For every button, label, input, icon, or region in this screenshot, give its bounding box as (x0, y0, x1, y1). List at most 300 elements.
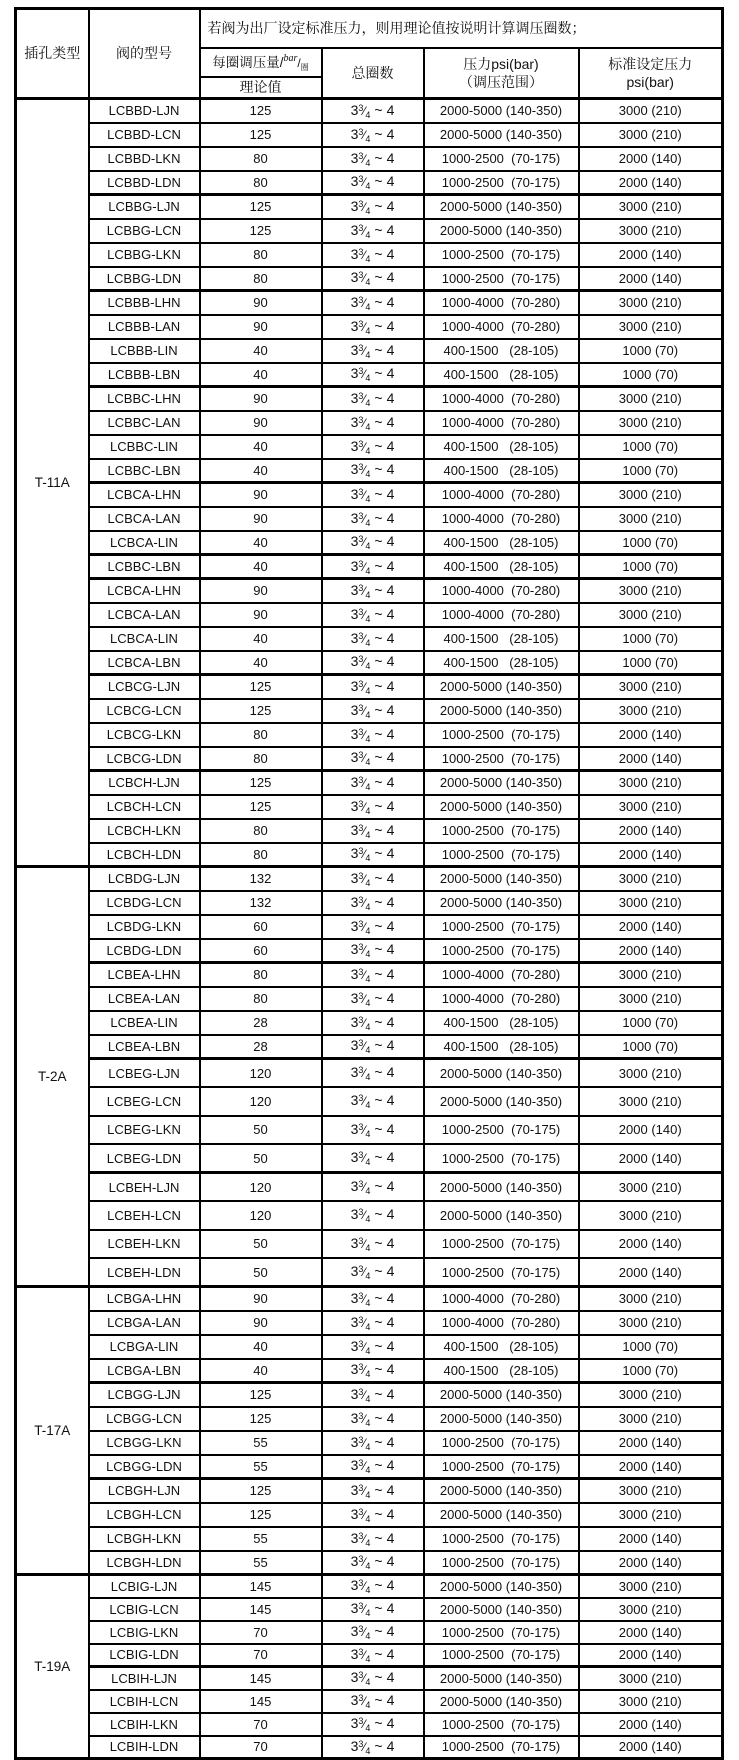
model-cell: LCBBD-LDN (89, 171, 200, 195)
turns-num: 3 (358, 1554, 364, 1565)
theory-cell: 132 (200, 867, 322, 891)
turns-sep: ~ (374, 1457, 383, 1474)
turns-den: 4 (365, 157, 371, 168)
turns-num: 3 (358, 702, 364, 713)
turns-num: 3 (358, 558, 364, 569)
std-pressure-cell: 3000 (210) (579, 579, 723, 603)
theory-cell: 40 (200, 339, 322, 363)
turns-num: 3 (358, 342, 364, 353)
turns-cell (322, 771, 424, 795)
range-cell: 2000-5000 (140-350) (424, 771, 579, 795)
range-cell: 1000-2500 (70-175) (424, 1455, 579, 1479)
turns-max: 4 (386, 821, 395, 838)
std-pressure-cell: 2000 (140) (579, 147, 723, 171)
turns-slash: ⁄ (363, 367, 366, 382)
theory-cell: 90 (200, 411, 322, 435)
turns-cell (322, 1667, 424, 1690)
turns-cell (322, 435, 424, 459)
table-row (16, 651, 723, 675)
turns-whole: 3 (350, 1064, 359, 1080)
turns-max: 4 (386, 1013, 395, 1030)
turns-den: 4 (365, 1186, 371, 1196)
table-row (16, 1455, 723, 1479)
turns-slash: ⁄ (363, 343, 366, 358)
theory-cell: 145 (200, 1598, 322, 1621)
model-cell: LCBGH-LJN (89, 1479, 200, 1503)
turns-den: 4 (365, 949, 371, 960)
turns-slash: ⁄ (363, 1435, 366, 1450)
turns-num: 3 (358, 126, 364, 137)
turns-whole: 3 (350, 389, 359, 406)
turns-cell (322, 1287, 424, 1311)
turns-num: 3 (358, 1646, 364, 1657)
table-row (16, 315, 723, 339)
turns-max: 4 (386, 773, 395, 790)
table-row (16, 507, 723, 531)
theory-cell: 132 (200, 891, 322, 915)
turns-slash: ⁄ (363, 1555, 366, 1570)
model-cell: LCBCA-LAN (89, 507, 200, 531)
table-row (16, 1575, 723, 1598)
model-cell: LCBBD-LKN (89, 147, 200, 171)
theory-cell: 120 (200, 1059, 322, 1088)
turns-max: 4 (386, 365, 395, 382)
turns-max: 4 (386, 989, 395, 1006)
turns-max: 4 (386, 1289, 395, 1306)
theory-cell: 80 (200, 963, 322, 987)
turns-cell (322, 387, 424, 411)
turns-whole: 3 (350, 293, 359, 310)
turns-whole: 3 (350, 1234, 359, 1251)
turns-den: 4 (365, 1677, 371, 1688)
turns-cell (322, 1503, 424, 1527)
std-pressure-cell: 3000 (210) (579, 1059, 723, 1088)
turns-slash: ⁄ (363, 727, 366, 742)
table-row (16, 219, 723, 243)
table-row (16, 1335, 723, 1359)
std-pressure-cell: 3000 (210) (579, 195, 723, 219)
turns-sep: ~ (374, 1120, 383, 1137)
turns-den: 4 (365, 1271, 371, 1281)
turns-slash: ⁄ (363, 271, 366, 286)
std-pressure-cell: 1000 (70) (579, 555, 723, 579)
turns-sep: ~ (374, 509, 383, 526)
turns-sep: ~ (374, 653, 383, 670)
turns-max: 4 (386, 605, 395, 622)
turns-sep: ~ (374, 701, 383, 718)
range-cell: 400-1500 (28-105) (424, 555, 579, 579)
turns-cell (322, 483, 424, 507)
range-cell: 2000-5000 (140-350) (424, 99, 579, 123)
turns-slash: ⁄ (363, 535, 366, 550)
model-cell: LCBIG-LDN (89, 1644, 200, 1667)
cavity-type-cell: T-17A (16, 1287, 89, 1575)
turns-den: 4 (365, 685, 371, 696)
turns-whole: 3 (350, 1529, 359, 1546)
table-row (16, 867, 723, 891)
theory-cell: 90 (200, 387, 322, 411)
turns-num: 3 (358, 390, 364, 401)
turns-whole: 3 (350, 941, 359, 958)
model-cell: LCBEH-LDN (89, 1258, 200, 1287)
table-row (16, 1527, 723, 1551)
turns-whole: 3 (350, 1505, 359, 1522)
std-pressure-cell: 3000 (210) (579, 123, 723, 147)
turns-whole: 3 (350, 1037, 359, 1054)
turns-den: 4 (365, 877, 371, 888)
turns-num: 3 (358, 774, 364, 785)
turns-slash: ⁄ (363, 775, 366, 790)
turns-whole: 3 (350, 869, 359, 886)
theory-cell: 28 (200, 1011, 322, 1035)
turns-slash: ⁄ (363, 1122, 366, 1137)
theory-cell: 80 (200, 747, 322, 771)
theory-cell: 125 (200, 219, 322, 243)
std-pressure-cell: 1000 (70) (579, 627, 723, 651)
turns-sep: ~ (374, 1623, 383, 1639)
turns-cell (322, 1230, 424, 1259)
turns-slash: ⁄ (363, 1094, 366, 1109)
std-pressure-cell: 3000 (210) (579, 699, 723, 723)
turns-sep: ~ (374, 149, 383, 166)
turns-num: 3 (358, 606, 364, 617)
turns-slash: ⁄ (363, 607, 366, 622)
standard-pressure-line2: psi(bar) (626, 74, 674, 90)
turns-cell (322, 1116, 424, 1145)
range-cell: 1000-2500 (70-175) (424, 267, 579, 291)
header-valve-model: 阀的型号 (89, 9, 200, 99)
turns-num: 3 (358, 174, 364, 185)
turns-cell (322, 1087, 424, 1116)
table-row (16, 1621, 723, 1644)
range-cell: 2000-5000 (140-350) (424, 867, 579, 891)
range-cell: 1000-2500 (70-175) (424, 723, 579, 747)
model-cell: LCBEG-LJN (89, 1059, 200, 1088)
std-pressure-cell: 2000 (140) (579, 843, 723, 867)
turns-slash: ⁄ (363, 1265, 366, 1279)
turns-max: 4 (386, 509, 395, 526)
range-cell: 400-1500 (28-105) (424, 339, 579, 363)
std-pressure-cell: 3000 (210) (579, 99, 723, 123)
range-cell: 1000-2500 (70-175) (424, 1431, 579, 1455)
turns-slash: ⁄ (363, 415, 366, 430)
theory-cell: 80 (200, 987, 322, 1011)
turns-den: 4 (365, 1608, 371, 1618)
turns-max: 4 (386, 1206, 395, 1223)
model-cell: LCBBC-LAN (89, 411, 200, 435)
turns-sep: ~ (374, 1529, 383, 1546)
range-cell: 1000-2500 (70-175) (424, 1644, 579, 1667)
model-cell: LCBGG-LDN (89, 1455, 200, 1479)
table-row (16, 1690, 723, 1713)
turns-max: 4 (386, 389, 395, 406)
turns-max: 4 (386, 1645, 395, 1662)
turns-slash: ⁄ (363, 1717, 366, 1731)
std-pressure-cell: 3000 (210) (579, 891, 723, 915)
range-cell: 400-1500 (28-105) (424, 1011, 579, 1035)
turns-sep: ~ (374, 1149, 383, 1165)
theory-cell: 90 (200, 1311, 322, 1335)
turns-sep: ~ (374, 485, 383, 502)
turns-whole: 3 (350, 1013, 359, 1030)
turns-max: 4 (386, 797, 395, 814)
theory-cell: 90 (200, 315, 322, 339)
turns-whole: 3 (350, 1289, 359, 1306)
theory-cell: 40 (200, 651, 322, 675)
turns-whole: 3 (350, 1692, 359, 1708)
turns-slash: ⁄ (363, 1039, 366, 1054)
standard-pressure-line1: 标准设定压力 (608, 55, 693, 72)
turns-sep: ~ (374, 1263, 383, 1279)
std-pressure-cell: 2000 (140) (579, 723, 723, 747)
turns-whole: 3 (350, 365, 359, 382)
turns-sep: ~ (374, 1385, 383, 1402)
turns-num: 3 (358, 990, 364, 1001)
turns-den: 4 (365, 1489, 371, 1500)
turns-slash: ⁄ (363, 847, 366, 862)
model-cell: LCBBG-LKN (89, 243, 200, 267)
range-cell: 1000-4000 (70-280) (424, 963, 579, 987)
model-cell: LCBGH-LKN (89, 1527, 200, 1551)
turns-cell (322, 843, 424, 867)
turns-slash: ⁄ (363, 967, 366, 982)
turns-cell (322, 627, 424, 651)
turns-den: 4 (365, 637, 371, 648)
theory-cell: 55 (200, 1527, 322, 1551)
turns-cell (322, 675, 424, 699)
turns-max: 4 (386, 1385, 395, 1402)
turns-sep: ~ (374, 1037, 383, 1054)
turns-max: 4 (386, 869, 395, 886)
model-cell: LCBGG-LKN (89, 1431, 200, 1455)
range-cell: 1000-2500 (70-175) (424, 747, 579, 771)
turns-slash: ⁄ (363, 439, 366, 454)
turns-den: 4 (365, 541, 371, 552)
theory-cell: 125 (200, 99, 322, 123)
turns-cell (322, 1551, 424, 1575)
range-cell: 400-1500 (28-105) (424, 531, 579, 555)
table-row (16, 339, 723, 363)
model-cell: LCBEA-LIN (89, 1011, 200, 1035)
model-cell: LCBEG-LDN (89, 1144, 200, 1173)
turns-cell (322, 411, 424, 435)
table-row (16, 411, 723, 435)
turns-den: 4 (365, 445, 371, 456)
turns-whole: 3 (350, 605, 359, 622)
turns-sep: ~ (374, 437, 383, 454)
turns-max: 4 (386, 1263, 395, 1279)
turns-den: 4 (365, 1128, 371, 1139)
turns-num: 3 (358, 726, 364, 737)
range-cell: 1000-2500 (70-175) (424, 243, 579, 267)
turns-den: 4 (365, 853, 371, 864)
turns-sep: ~ (374, 1600, 383, 1616)
turns-sep: ~ (374, 1313, 383, 1330)
turns-sep: ~ (374, 1481, 383, 1498)
turns-sep: ~ (374, 125, 383, 142)
std-pressure-cell: 3000 (210) (579, 411, 723, 435)
turns-num: 3 (358, 822, 364, 833)
theory-cell: 90 (200, 1287, 322, 1311)
turns-cell (322, 1311, 424, 1335)
turns-slash: ⁄ (363, 559, 366, 574)
range-cell: 1000-2500 (70-175) (424, 1736, 579, 1759)
theory-cell: 120 (200, 1173, 322, 1202)
turns-slash: ⁄ (363, 895, 366, 910)
turns-max: 4 (386, 461, 395, 478)
turns-den: 4 (365, 1345, 371, 1356)
model-cell: LCBCH-LDN (89, 843, 200, 867)
theory-cell: 40 (200, 1335, 322, 1359)
turns-sep: ~ (374, 725, 383, 742)
range-cell: 2000-5000 (140-350) (424, 1173, 579, 1202)
turns-max: 4 (386, 1669, 395, 1686)
turns-max: 4 (386, 725, 395, 742)
turns-num: 3 (358, 1410, 364, 1421)
table-row (16, 627, 723, 651)
turns-max: 4 (386, 941, 395, 958)
turns-num: 3 (358, 1093, 364, 1104)
range-cell: 2000-5000 (140-350) (424, 699, 579, 723)
model-cell: LCBCH-LKN (89, 819, 200, 843)
model-cell: LCBDG-LCN (89, 891, 200, 915)
turns-cell (322, 603, 424, 627)
range-cell: 1000-4000 (70-280) (424, 411, 579, 435)
turns-den: 4 (365, 1537, 371, 1548)
range-cell: 2000-5000 (140-350) (424, 1575, 579, 1598)
turns-max: 4 (386, 1623, 395, 1639)
model-cell: LCBCG-LJN (89, 675, 200, 699)
turns-whole: 3 (350, 1481, 359, 1498)
turns-den: 4 (365, 493, 371, 504)
turns-max: 4 (386, 893, 395, 910)
std-pressure-cell: 3000 (210) (579, 1479, 723, 1503)
turns-den: 4 (365, 181, 371, 192)
table-row (16, 1644, 723, 1667)
std-pressure-cell: 3000 (210) (579, 963, 723, 987)
turns-cell (322, 267, 424, 291)
theory-cell: 145 (200, 1575, 322, 1598)
theory-cell: 50 (200, 1144, 322, 1173)
turns-den: 4 (365, 1441, 371, 1452)
std-pressure-cell: 2000 (140) (579, 1455, 723, 1479)
turns-den: 4 (365, 997, 371, 1008)
turns-den: 4 (365, 973, 371, 984)
table-row (16, 1431, 723, 1455)
model-cell: LCBGG-LCN (89, 1407, 200, 1431)
range-cell: 400-1500 (28-105) (424, 1035, 579, 1059)
turns-slash: ⁄ (363, 199, 366, 214)
range-cell: 1000-2500 (70-175) (424, 147, 579, 171)
range-cell: 2000-5000 (140-350) (424, 795, 579, 819)
table-row (16, 1551, 723, 1575)
turns-whole: 3 (350, 1623, 359, 1639)
turns-cell (322, 891, 424, 915)
turns-den: 4 (365, 1417, 371, 1428)
turns-whole: 3 (350, 773, 359, 790)
model-cell: LCBIH-LCN (89, 1690, 200, 1713)
turns-max: 4 (386, 1715, 395, 1731)
turns-whole: 3 (350, 317, 359, 334)
turns-num: 3 (358, 582, 364, 593)
turns-cell (322, 1173, 424, 1202)
table-row (16, 1736, 723, 1759)
turns-den: 4 (365, 901, 371, 912)
theory-cell: 120 (200, 1087, 322, 1116)
turns-cell (322, 363, 424, 387)
turns-num: 3 (358, 846, 364, 857)
model-cell: LCBDG-LKN (89, 915, 200, 939)
turns-whole: 3 (350, 701, 359, 718)
turns-slash: ⁄ (363, 1739, 366, 1754)
range-cell: 2000-5000 (140-350) (424, 1479, 579, 1503)
range-cell: 1000-4000 (70-280) (424, 387, 579, 411)
turns-cell (322, 1144, 424, 1173)
turns-num: 3 (358, 366, 364, 377)
turns-max: 4 (386, 221, 395, 238)
std-pressure-cell: 3000 (210) (579, 603, 723, 627)
table-row (16, 171, 723, 195)
turns-den: 4 (365, 829, 371, 840)
turns-num: 3 (358, 1121, 364, 1132)
turns-den: 4 (365, 1157, 371, 1167)
turns-cell (322, 1644, 424, 1667)
theory-cell: 125 (200, 123, 322, 147)
std-pressure-cell: 3000 (210) (579, 1201, 723, 1230)
adjust-fraction-numerator: bar (283, 52, 298, 64)
turns-den: 4 (365, 661, 371, 672)
turns-max: 4 (386, 101, 395, 118)
turns-whole: 3 (350, 437, 359, 454)
theory-cell: 40 (200, 363, 322, 387)
turns-cell (322, 243, 424, 267)
turns-whole: 3 (350, 965, 359, 982)
table-row (16, 459, 723, 483)
model-cell: LCBBD-LCN (89, 123, 200, 147)
turns-sep: ~ (374, 101, 383, 118)
header-theoretical-value: 理论值 (200, 77, 322, 99)
theory-cell: 125 (200, 675, 322, 699)
turns-max: 4 (386, 245, 395, 262)
turns-num: 3 (358, 1530, 364, 1541)
turns-num: 3 (358, 1578, 364, 1589)
turns-sep: ~ (374, 605, 383, 622)
range-cell: 2000-5000 (140-350) (424, 1087, 579, 1116)
turns-num: 3 (358, 942, 364, 953)
turns-cell (322, 987, 424, 1011)
range-cell: 400-1500 (28-105) (424, 459, 579, 483)
turns-cell (322, 819, 424, 843)
header-adjust-per-turn (200, 48, 322, 77)
adjust-label: 每圈调压量/ (212, 54, 284, 70)
model-cell: LCBCA-LAN (89, 603, 200, 627)
turns-whole: 3 (350, 1149, 359, 1165)
turns-den: 4 (365, 397, 371, 408)
turns-num: 3 (358, 198, 364, 209)
model-cell: LCBBC-LBN (89, 459, 200, 483)
turns-cell (322, 195, 424, 219)
valve-pressure-table (14, 7, 724, 1760)
range-cell: 400-1500 (28-105) (424, 1335, 579, 1359)
turns-den: 4 (365, 1723, 371, 1733)
turns-whole: 3 (350, 1361, 359, 1378)
turns-slash: ⁄ (363, 1507, 366, 1522)
std-pressure-cell: 2000 (140) (579, 915, 723, 939)
turns-sep: ~ (374, 389, 383, 406)
range-cell: 2000-5000 (140-350) (424, 123, 579, 147)
turns-max: 4 (386, 1737, 395, 1754)
std-pressure-cell: 1000 (70) (579, 1359, 723, 1383)
